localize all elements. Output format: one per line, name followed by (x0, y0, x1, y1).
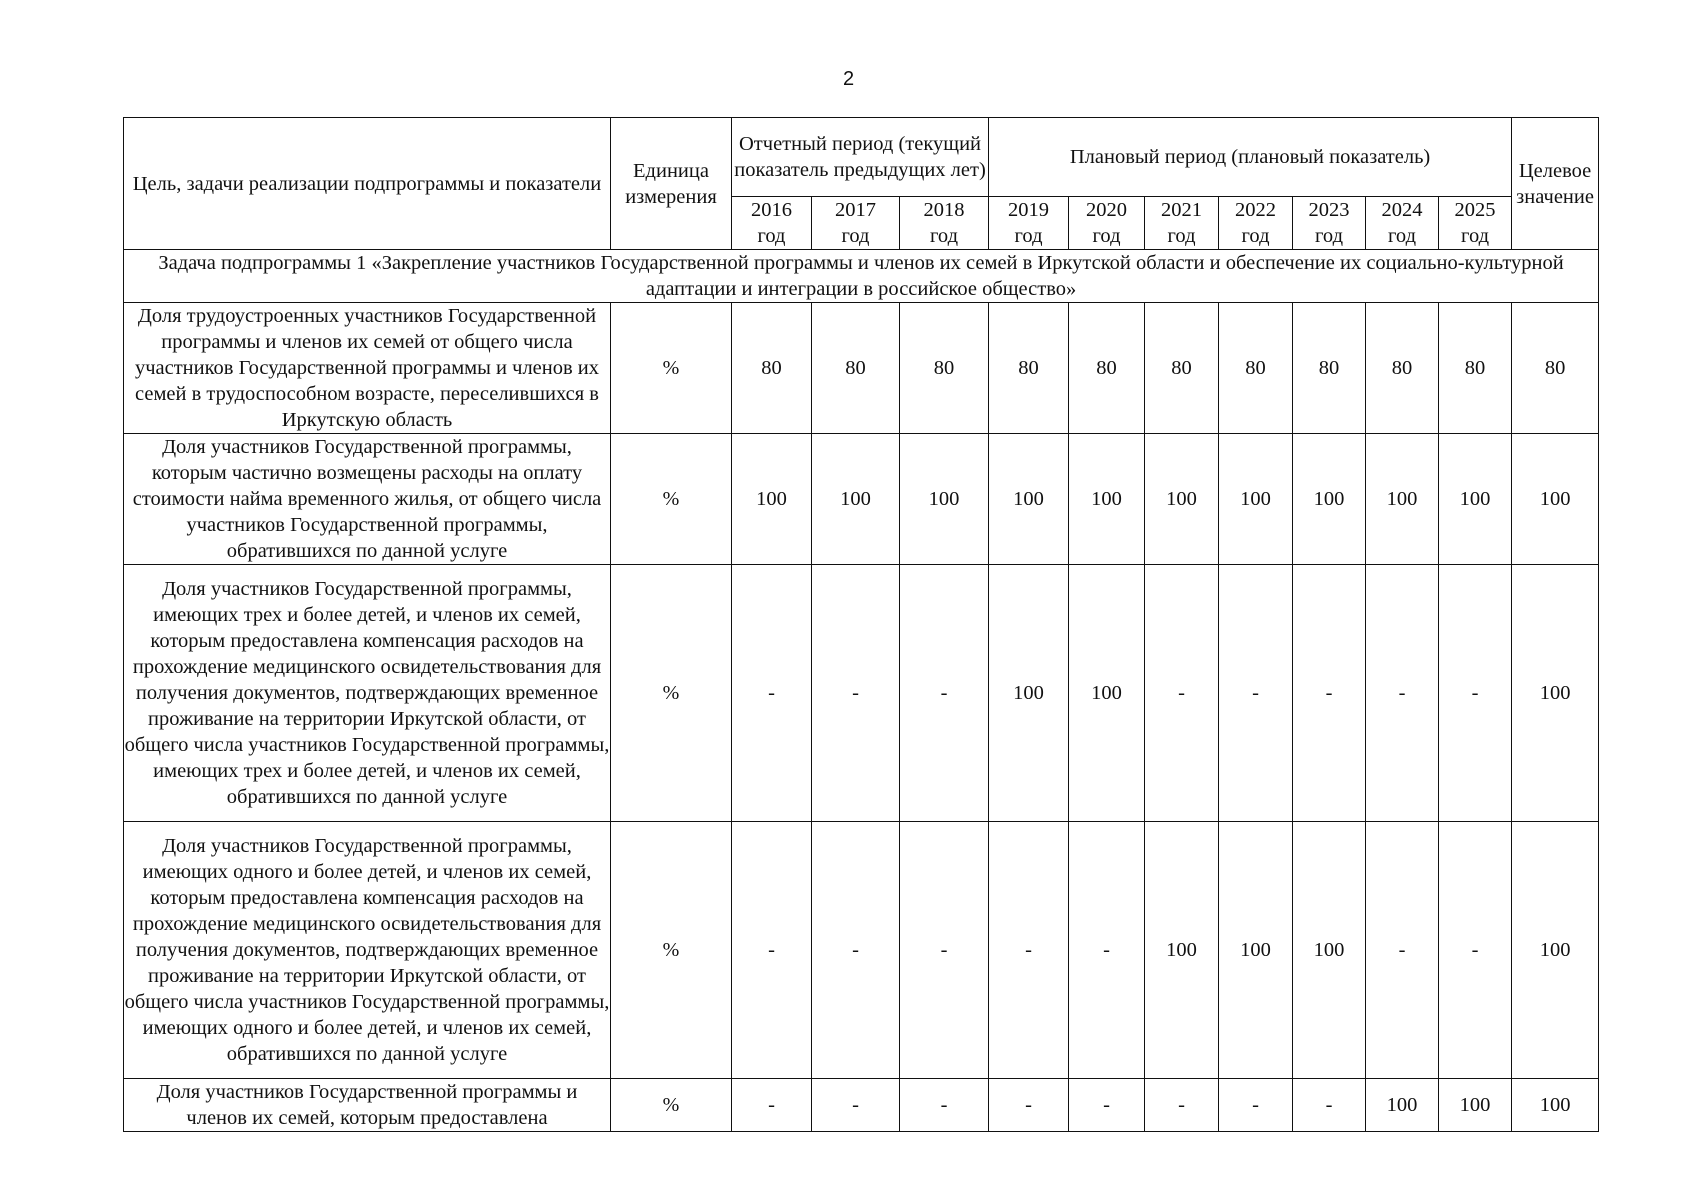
value-cell: 100 (1366, 1079, 1439, 1132)
value-cell: - (1145, 1079, 1219, 1132)
value-cell: - (1219, 565, 1293, 822)
value-cell: - (900, 1079, 989, 1132)
value-cell: - (812, 822, 900, 1079)
table-row (124, 565, 1599, 822)
year-cell: 2019 год (989, 197, 1069, 250)
value-cell: - (900, 565, 989, 822)
year-cell: 2025 год (1439, 197, 1512, 250)
value-cell: - (1293, 1079, 1366, 1132)
row-unit: % (611, 565, 732, 822)
row-description: Доля участников Государственной программы, имеющих одного и более детей, и членов их семей, которым предоставлена компенсация расходов на прохождение медицинского освидетельствования для получения документов, подтверждающих временное проживание на территории Иркутской области, от общего числа участников Государственной программы, имеющих одного и более детей, и членов их семей, обратившихся по данной услуге (124, 822, 611, 1079)
table-row (124, 303, 1599, 434)
value-cell: 80 (1145, 303, 1219, 434)
value-cell: - (732, 1079, 812, 1132)
value-cell: 100 (1219, 822, 1293, 1079)
value-cell: - (1069, 1079, 1145, 1132)
value-cell: 80 (900, 303, 989, 434)
value-cell: 100 (1439, 1079, 1512, 1132)
table-row (124, 822, 1599, 1079)
value-cell: 100 (900, 434, 989, 565)
value-cell: 80 (1293, 303, 1366, 434)
target-cell: 100 (1512, 1079, 1599, 1132)
target-cell: 100 (1512, 434, 1599, 565)
row-description: Доля трудоустроенных участников Государственной программы и членов их семей от общего числа участников Государственной программы и членов их семей в трудоспособном возрасте, переселившихся в Иркутскую область (124, 303, 611, 434)
value-cell: 100 (812, 434, 900, 565)
page-number: 2 (842, 68, 855, 90)
target-cell: 100 (1512, 565, 1599, 822)
value-cell: 100 (989, 565, 1069, 822)
value-cell: 100 (1293, 434, 1366, 565)
target-cell: 80 (1512, 303, 1599, 434)
row-unit: % (611, 1079, 732, 1132)
value-cell: 80 (1219, 303, 1293, 434)
value-cell: 80 (732, 303, 812, 434)
header-target: Целевое значение (1512, 118, 1599, 250)
value-cell: 100 (1293, 822, 1366, 1079)
row-description: Доля участников Государственной программы, которым частично возмещены расходы на оплату стоимости найма временного жилья, от общего числа участников Государственной программы, обратившихся по данной услуге (124, 434, 611, 565)
value-cell: - (1439, 822, 1512, 1079)
header-report-period: Отчетный период (текущий показатель предыдущих лет) (732, 118, 989, 197)
value-cell: - (812, 565, 900, 822)
value-cell: 80 (1439, 303, 1512, 434)
year-cell: 2023 год (1293, 197, 1366, 250)
header-unit: Единица измерения (611, 118, 732, 250)
value-cell: 100 (989, 434, 1069, 565)
value-cell: 100 (1069, 565, 1145, 822)
value-cell: - (1145, 565, 1219, 822)
table-row (124, 1079, 1599, 1132)
target-cell: 100 (1512, 822, 1599, 1079)
indicators-table (123, 117, 1599, 1132)
value-cell: 100 (1145, 822, 1219, 1079)
value-cell: - (989, 1079, 1069, 1132)
value-cell: - (1219, 1079, 1293, 1132)
value-cell: - (1293, 565, 1366, 822)
value-cell: 100 (1439, 434, 1512, 565)
value-cell: 80 (812, 303, 900, 434)
year-cell: 2020 год (1069, 197, 1145, 250)
year-cell: 2018 год (900, 197, 989, 250)
value-cell: - (1366, 565, 1439, 822)
year-cell: 2017 год (812, 197, 900, 250)
value-cell: 100 (1219, 434, 1293, 565)
table-row (124, 434, 1599, 565)
value-cell: - (1069, 822, 1145, 1079)
value-cell: 80 (1069, 303, 1145, 434)
year-cell: 2022 год (1219, 197, 1293, 250)
row-description: Доля участников Государственной программы, имеющих трех и более детей, и членов их семей, которым предоставлена компенсация расходов на прохождение медицинского освидетельствования для получения документов, подтверждающих временное проживание на территории Иркутской области, от общего числа участников Государственной программы, имеющих трех и более детей, и членов их семей, обратившихся по данной услуге (124, 565, 611, 822)
value-cell: - (989, 822, 1069, 1079)
header-plan-period: Плановый период (плановый показатель) (989, 118, 1512, 197)
row-unit: % (611, 303, 732, 434)
value-cell: - (1439, 565, 1512, 822)
value-cell: - (1366, 822, 1439, 1079)
value-cell: - (900, 822, 989, 1079)
row-unit: % (611, 434, 732, 565)
value-cell: - (812, 1079, 900, 1132)
value-cell: 80 (1366, 303, 1439, 434)
value-cell: 80 (989, 303, 1069, 434)
value-cell: 100 (1366, 434, 1439, 565)
value-cell: - (732, 565, 812, 822)
header-goal: Цель, задачи реализации подпрограммы и показатели (124, 118, 611, 250)
year-cell: 2016 год (732, 197, 812, 250)
value-cell: 100 (1069, 434, 1145, 565)
task-title: Задача подпрограммы 1 «Закрепление участников Государственной программы и членов их семей в Иркутской области и обеспечение их социально-культурной адаптации и интеграции в российское общество» (124, 250, 1599, 303)
row-unit: % (611, 822, 732, 1079)
value-cell: 100 (732, 434, 812, 565)
year-cell: 2021 год (1145, 197, 1219, 250)
value-cell: - (732, 822, 812, 1079)
value-cell: 100 (1145, 434, 1219, 565)
row-description: Доля участников Государственной программы и членов их семей, которым предоставлена (124, 1079, 611, 1132)
year-cell: 2024 год (1366, 197, 1439, 250)
